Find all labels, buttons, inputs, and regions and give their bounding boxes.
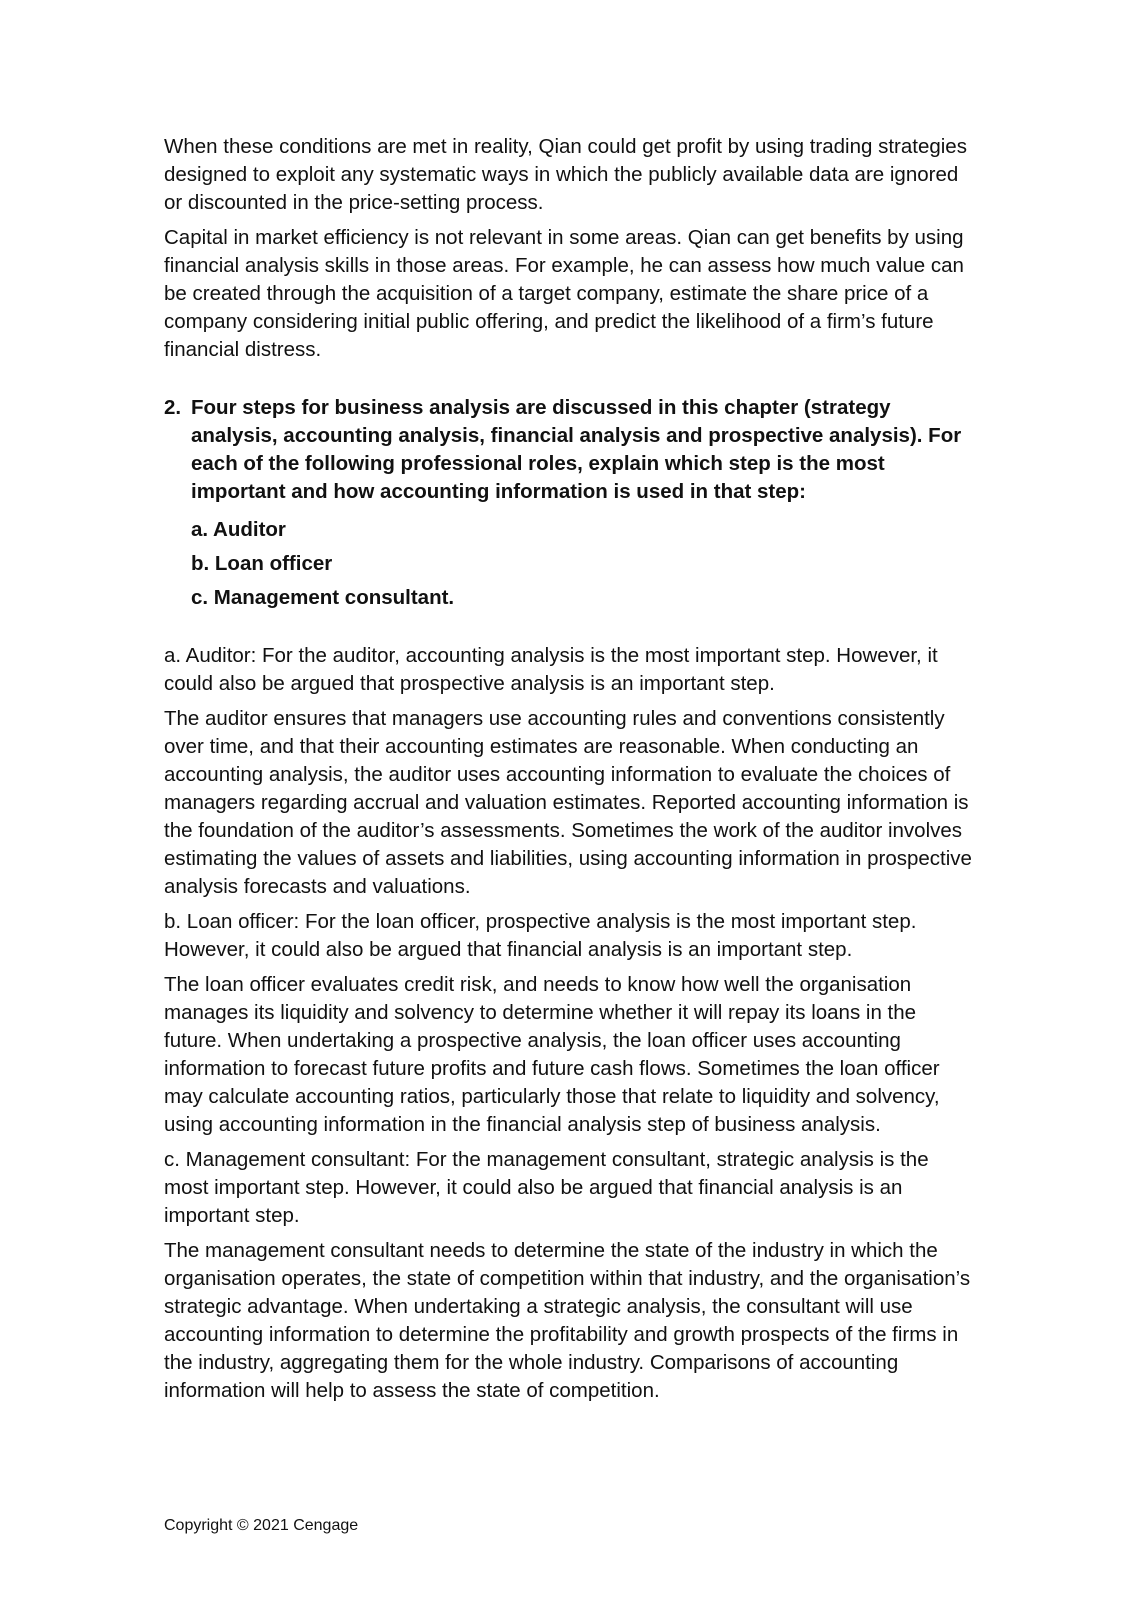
copyright-footer: Copyright © 2021 Cengage xyxy=(164,1517,359,1534)
question-role-item: c. Management consultant. xyxy=(191,586,455,609)
answer-consultant-summary: c. Management consultant: For the management consultant, strategic analysis is the most important step. However, it could also be argued that financial analysis is an important step. xyxy=(164,1148,929,1227)
answer-consultant-detail: The management consultant needs to determine the state of the industry in which the organisation operates, the state of competition within that industry, and the organisation’s strategic advantage. When undertaking a strategic analysis, the consultant will use accounting information to determine the profitability and growth prospects of the firms in the industry, aggregating them for the whole industry. Comparisons of accounting information will help to assess the state of competition. xyxy=(164,1239,971,1402)
paragraph-capital-market-efficiency: Capital in market efficiency is not relevant in some areas. Qian can get benefits by using financial analysis skills in those areas. For example, he can assess how much value can be created through the acquisition of a target company, estimate the share price of a company considering initial public offering, and predict the likelihood of a firm’s future financial distress. xyxy=(164,226,964,361)
answer-loan-officer-detail: The loan officer evaluates credit risk, and needs to know how well the organisation manages its liquidity and solvency to determine whether it will repay its loans in the future. When undertaking a prospective analysis, the loan officer uses accounting information to forecast future profits and future cash flows. Sometimes the loan officer may calculate accounting ratios, particularly those that relate to liquidity and solvency, using accounting information in the financial analysis step of business analysis. xyxy=(164,973,940,1136)
paragraph-market-conditions: When these conditions are met in reality, Qian could get profit by using trading strategies designed to exploit any systematic ways in which the publicly available data are ignored or discounted in the price-setting process. xyxy=(164,135,967,214)
question-role-item: b. Loan officer xyxy=(191,552,333,575)
answer-auditor-detail: The auditor ensures that managers use accounting rules and conventions consistently over time, and that their accounting estimates are reasonable. When conducting an accounting analysis, the auditor uses accounting information to evaluate the choices of managers regarding accrual and valuation estimates. Reported accounting information is the foundation of the auditor’s assessments. Sometimes the work of the auditor involves estimating the values of assets and liabilities, using accounting information in prospective analysis forecasts and valuations. xyxy=(164,707,972,898)
question-role-item: a. Auditor xyxy=(191,518,286,541)
document-body xyxy=(164,133,974,1412)
question-text: Four steps for business analysis are discussed in this chapter (strategy analysis, accounting analysis, financial analysis and prospective analysis). For each of the following professional roles, explain which step is the most important and how accounting information is used in that step: xyxy=(191,396,962,503)
answer-loan-officer-summary: b. Loan officer: For the loan officer, prospective analysis is the most important step. However, it could also be argued that financial analysis is an important step. xyxy=(164,910,917,961)
question-2 xyxy=(164,394,974,506)
question-role-list xyxy=(191,516,974,612)
question-number: 2. xyxy=(164,396,182,419)
answer-auditor-summary: a. Auditor: For the auditor, accounting analysis is the most important step. However, it could also be argued that prospective analysis is an important step. xyxy=(164,644,938,695)
